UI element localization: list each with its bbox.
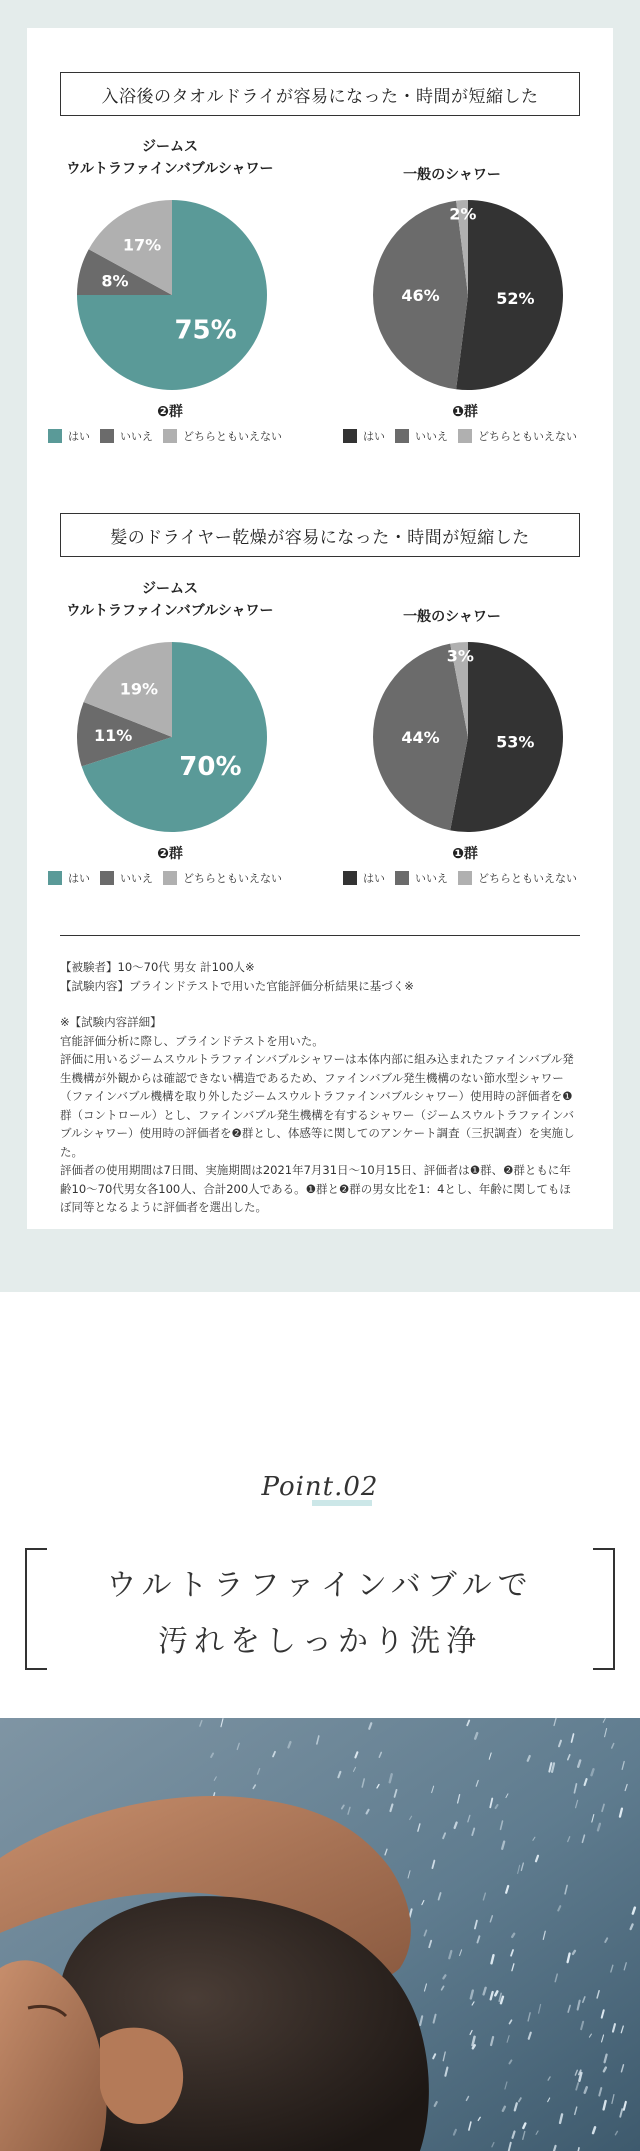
legend-label: はい <box>68 430 90 443</box>
note-test-content: 【試験内容】ブラインドテストで用いた官能評価分析結果に基づく※ <box>60 978 414 993</box>
legend <box>343 870 587 886</box>
pie-value-label: 3% <box>446 646 474 666</box>
legend-label: はい <box>363 872 385 885</box>
chart-title-right <box>352 606 552 628</box>
pie-svg <box>371 198 565 392</box>
legend-item <box>343 428 385 444</box>
legend-swatch <box>458 871 472 885</box>
legend-swatch <box>100 871 114 885</box>
chart-title-line: ウルトラファインバブルシャワー <box>66 161 274 177</box>
pie-svg <box>371 640 565 834</box>
chart-title-line: 一般のシャワー <box>403 167 501 183</box>
legend-item <box>343 870 385 886</box>
legend-swatch <box>48 429 62 443</box>
chart-title-line: ジームス <box>142 581 198 597</box>
pie-value-label: 75% <box>174 315 237 346</box>
legend <box>48 870 292 886</box>
legend-swatch <box>100 429 114 443</box>
headline-line-2: 汚れをしっかり洗浄 <box>158 1624 482 1659</box>
legend-item <box>48 870 90 886</box>
legend-label: いいえ <box>120 872 153 885</box>
legend-label: どちらともいえない <box>478 430 577 443</box>
pie-chart <box>75 198 269 392</box>
legend <box>48 428 292 444</box>
pie-value-label: 8% <box>101 271 129 291</box>
group-label: ❷群 <box>157 404 183 420</box>
legend-swatch <box>343 429 357 443</box>
legend-label: どちらともいえない <box>478 872 577 885</box>
pie-value-label: 2% <box>449 204 477 224</box>
point-label: Point.02 <box>261 1472 379 1502</box>
chart-title-left <box>40 578 300 622</box>
legend-item <box>458 428 577 444</box>
group-label: ❷群 <box>157 846 183 862</box>
legend-item <box>163 428 282 444</box>
legend-swatch <box>395 429 409 443</box>
chart-title-line: ウルトラファインバブルシャワー <box>66 603 274 619</box>
shower-photo <box>0 1718 640 2151</box>
legend-swatch <box>343 871 357 885</box>
legend-label: いいえ <box>415 872 448 885</box>
pie-svg <box>75 640 269 834</box>
legend-label: どちらともいえない <box>183 430 282 443</box>
headline-line-1: ウルトラファインバブルで <box>106 1568 534 1603</box>
legend-label: はい <box>68 872 90 885</box>
pie-chart <box>371 640 565 834</box>
legend-swatch <box>395 871 409 885</box>
legend-item <box>100 428 153 444</box>
pie-svg <box>75 198 269 392</box>
pie-value-label: 53% <box>496 732 535 752</box>
legend-swatch <box>163 871 177 885</box>
legend-label: いいえ <box>415 430 448 443</box>
legend-item <box>48 428 90 444</box>
pie-chart <box>371 198 565 392</box>
section-title: 入浴後のタオルドライが容易になった・時間が短縮した <box>60 72 580 116</box>
divider <box>60 935 580 936</box>
chart-title-line: ジームス <box>142 139 198 155</box>
shower-image <box>0 1718 640 2151</box>
note-subjects: 【被験者】10〜70代 男女 計100人※ <box>60 960 255 974</box>
pie-value-label: 11% <box>93 726 133 746</box>
legend-swatch <box>48 871 62 885</box>
chart-title-line: 一般のシャワー <box>403 609 501 625</box>
legend-label: どちらともいえない <box>183 872 282 885</box>
results-card <box>27 28 613 1229</box>
section-title: 髪のドライヤー乾燥が容易になった・時間が短縮した <box>60 513 580 557</box>
note-detail: 評価に用いるジームスウルトラファインバブルシャワーは本体内部に組み込まれたファインバブル発生機構が外観からは確認できない構造であるため、ファインバブル発生機構のない節水型シャワー（ファインバブル機構を取り外したジームスウルトラファインバブルシャワー）使用時の評価者を❶群（コントロール）とし、ファインバブル発生機構を有するシャワー（ジームスウルトラファインバブルシャワー）使用時の評価者を❷群とし、体感等に関してのアンケート調査（三択調査）を実施した。 <box>60 1052 575 1159</box>
pie-chart <box>75 640 269 834</box>
pie-value-label: 44% <box>401 728 440 747</box>
legend-swatch <box>458 429 472 443</box>
legend-item <box>395 870 448 886</box>
note-detail: 官能評価分析に際し、ブラインドテストを用いた。 <box>60 1033 324 1048</box>
legend-item <box>458 870 577 886</box>
chart-title-left <box>40 136 300 180</box>
test-notes <box>60 958 582 1217</box>
legend-label: はい <box>363 430 385 443</box>
legend-item <box>100 870 153 886</box>
note-detail: 評価者の使用期間は7日間、実施期間は2021年7月31日〜10月15日、評価者は❶群、❷群ともに年齢10〜70代男女各100人、合計200人である。❶群と❷群の男女比を1：4とし、年齢に関してもほぼ同等となるように評価者を選出した。 <box>60 1163 571 1214</box>
pie-value-label: 70% <box>179 751 242 782</box>
legend-label: いいえ <box>120 430 153 443</box>
group-label: ❶群 <box>452 846 478 862</box>
pie-value-label: 17% <box>122 235 162 255</box>
legend-item <box>395 428 448 444</box>
note-detail-heading: ※【試験内容詳細】 <box>60 1015 162 1029</box>
pie-value-label: 46% <box>401 286 440 305</box>
pie-value-label: 19% <box>119 679 159 699</box>
legend-item <box>163 870 282 886</box>
pie-value-label: 52% <box>496 288 535 308</box>
legend-swatch <box>163 429 177 443</box>
group-label: ❶群 <box>452 404 478 420</box>
chart-title-right <box>352 164 552 186</box>
legend <box>343 428 587 444</box>
